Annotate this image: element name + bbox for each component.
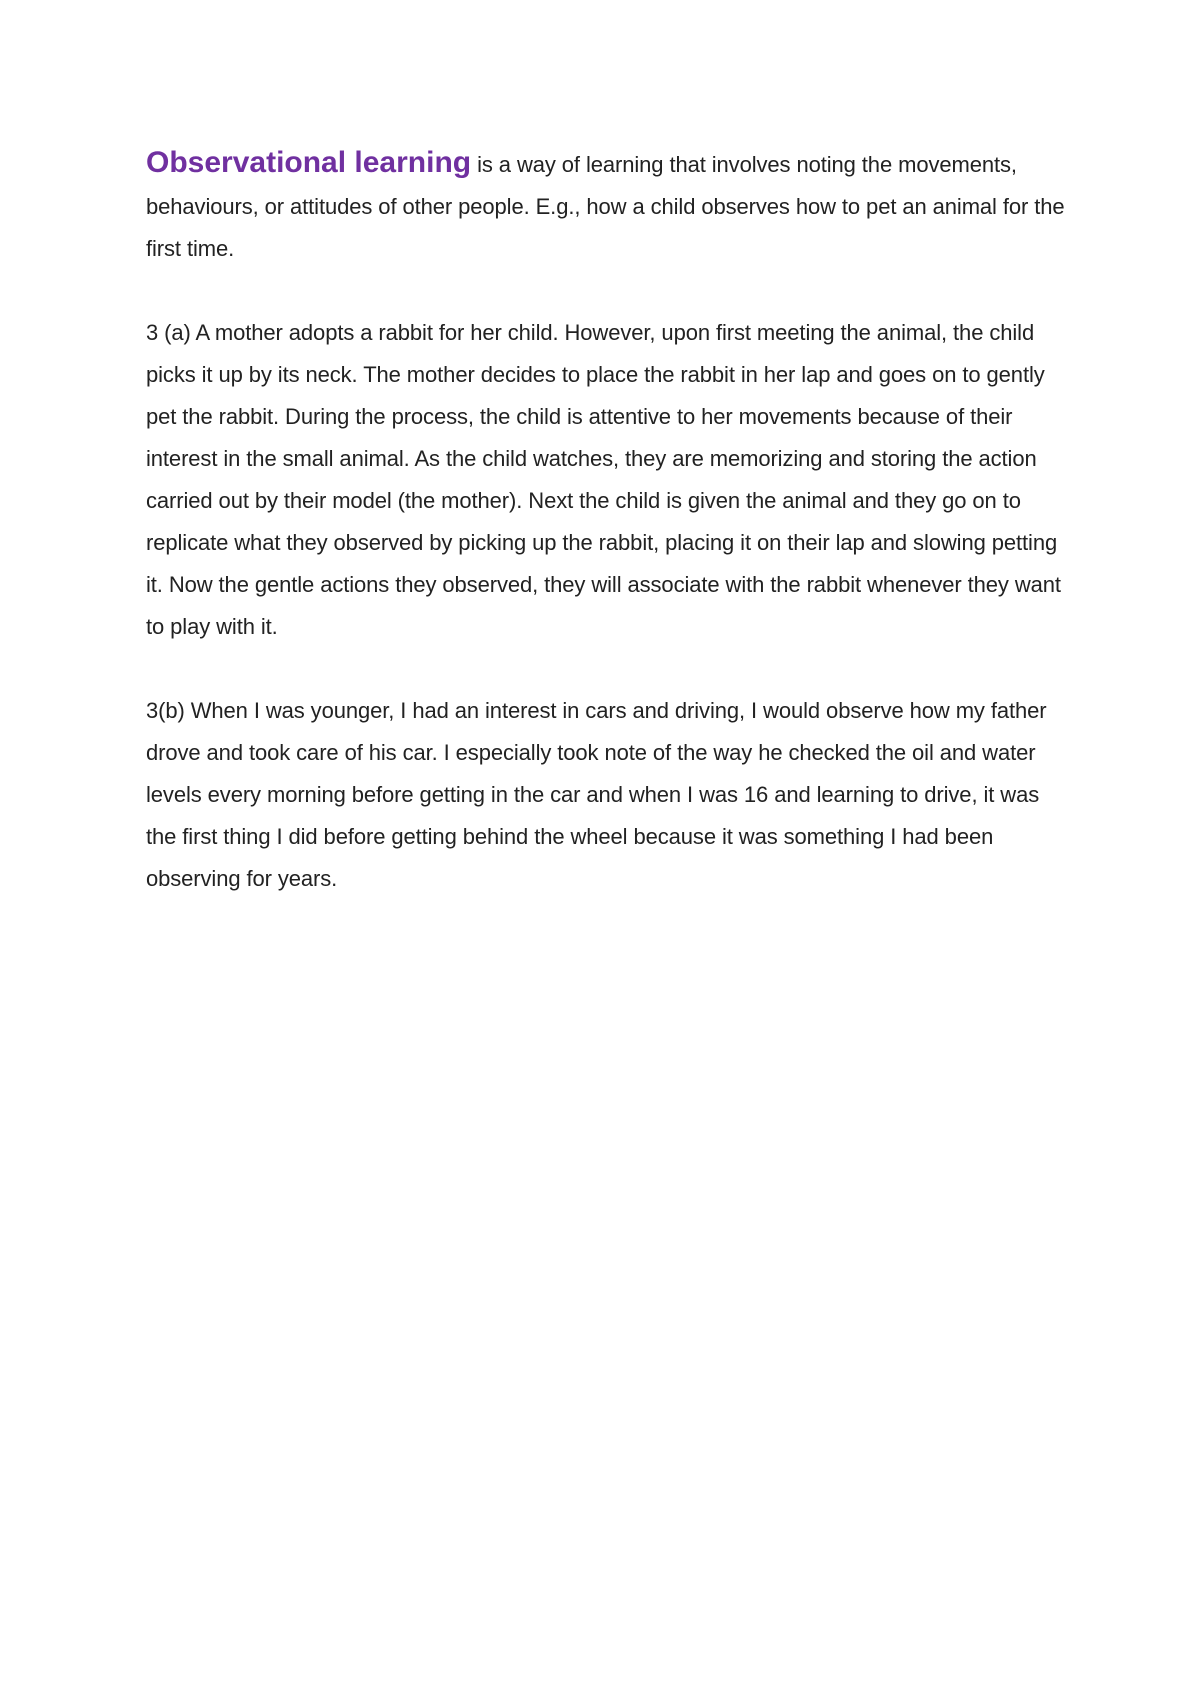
intro-text: is a way of learning that involves noting the movements, behaviours, or attitudes of other people. E.g., how a child observes how to pet an animal for the first time. bbox=[146, 152, 1065, 261]
defined-term: Observational learning bbox=[146, 146, 472, 179]
answer-3a-paragraph: 3 (a) A mother adopts a rabbit for her child. However, upon first meeting the animal, the child picks it up by its neck. The mother decides to place the rabbit in her lap and goes on to gently pet the rabbit. During the process, the child is attentive to her movements because of their interest in the small animal. As the child watches, they are memorizing and storing the action carried out by their model (the mother). Next the child is given the animal and they go on to replicate what they observed by picking up the rabbit, placing it on their lap and slowing petting it. Now the gentle actions they observed, they will associate with the rabbit whenever they want to play with it. bbox=[146, 320, 1061, 639]
document-body bbox=[146, 142, 1066, 900]
answer-3b-paragraph: 3(b) When I was younger, I had an interest in cars and driving, I would observe how my father drove and took care of his car. I especially took note of the way he checked the oil and water levels every morning before getting in the car and when I was 16 and learning to drive, it was the first thing I did before getting behind the wheel because it was something I had been observing for years. bbox=[146, 698, 1047, 891]
intro-paragraph bbox=[146, 142, 1066, 270]
